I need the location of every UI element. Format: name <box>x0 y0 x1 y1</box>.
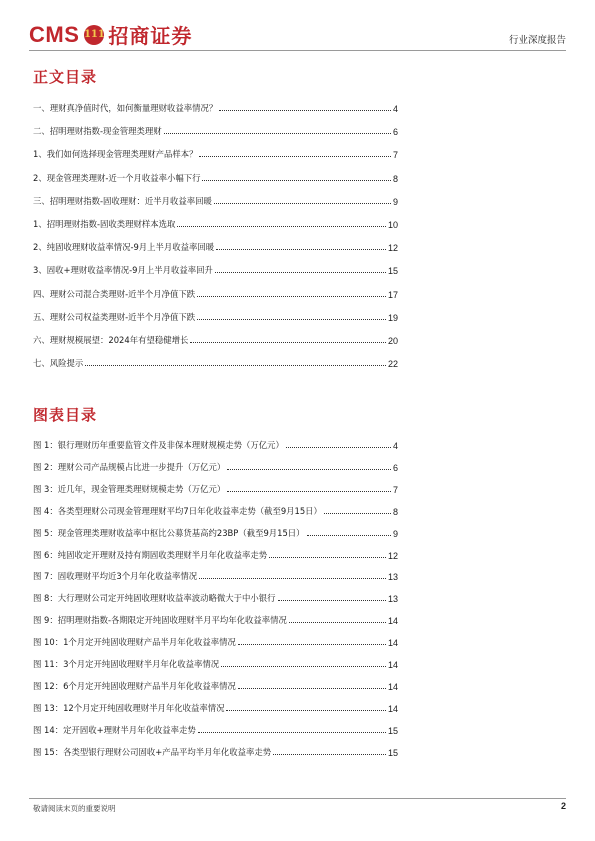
figure-entry-page: 6 <box>392 462 398 473</box>
toc-entry-text: 五、理财公司权益类理财-近半个月净值下跌 <box>33 311 196 322</box>
footer-disclaimer: 敬请阅读末页的重要说明 <box>33 804 116 813</box>
toc-entry-page: 9 <box>392 196 398 207</box>
header-divider <box>29 50 566 51</box>
toc-entry-page: 20 <box>387 336 398 346</box>
dot-leader <box>324 513 391 514</box>
toc-entry-page: 19 <box>387 312 398 323</box>
toc-entry-text: 六、理财规模展望：2024年有望稳健增长 <box>33 335 189 345</box>
report-type: 行业深度报告 <box>508 35 566 46</box>
toc-entry-text: 一、理财真净值时代，如何衡量理财收益率情况？ <box>33 103 218 113</box>
figure-entry-page: 15 <box>387 747 398 758</box>
dot-leader <box>177 226 386 227</box>
toc-entry[interactable] <box>33 170 398 184</box>
figure-entry-page: 15 <box>387 725 398 736</box>
figure-entry-text: 图 4：各类型理财公司现金管理理财平均7日年化收益率走势（截至9月15日） <box>33 505 322 516</box>
figure-entry-text: 图 8：大行理财公司定开纯固收理财收益率波动略微大于中小银行 <box>33 593 276 604</box>
toc-entry[interactable] <box>33 193 398 207</box>
figure-entry-text: 图 2：理财公司产品规模占比进一步提升（万亿元） <box>33 461 226 472</box>
figure-entry-page: 8 <box>392 506 398 517</box>
toc-entry[interactable] <box>33 216 398 230</box>
dot-leader <box>199 578 386 579</box>
figure-entry[interactable] <box>33 547 398 561</box>
dot-leader <box>164 133 391 134</box>
toc-entry[interactable] <box>33 355 398 369</box>
figure-entry[interactable] <box>33 612 398 626</box>
toc-entry-text: 三、招明理财指数-固收理财：近半月收益率回暖 <box>33 195 212 206</box>
toc-entry[interactable] <box>33 146 398 160</box>
dot-leader <box>215 272 386 273</box>
toc-entry[interactable] <box>33 100 398 114</box>
dot-leader <box>197 296 386 297</box>
dot-leader <box>214 203 391 204</box>
toc-entry-page: 8 <box>392 173 398 184</box>
dot-leader <box>227 491 391 492</box>
dot-leader <box>190 342 386 343</box>
figure-entry-page: 9 <box>392 528 398 539</box>
figure-entry-text: 图 5：现金管理类理财收益率中枢比公募货基高约23BP（截至9月15日） <box>33 527 305 538</box>
dot-leader <box>278 600 386 601</box>
toc-entry-page: 12 <box>387 243 398 254</box>
figure-entry[interactable] <box>33 744 398 758</box>
figure-entry[interactable] <box>33 722 398 736</box>
figure-entry-page: 14 <box>387 616 398 627</box>
figure-entry-page: 14 <box>387 660 398 670</box>
dot-leader <box>85 365 386 366</box>
figure-entry-text: 图 6：纯固收定开理财及持有期固收类理财半月年化收益率走势 <box>33 549 268 560</box>
toc-entry-text: 七、风险提示 <box>33 358 84 369</box>
toc-entry[interactable] <box>33 309 398 323</box>
dot-leader <box>198 732 386 733</box>
dot-leader <box>227 469 391 470</box>
dot-leader <box>221 666 386 667</box>
figure-entry-page: 4 <box>392 441 398 451</box>
toc-entry[interactable] <box>33 239 398 253</box>
figure-entry-text: 图 3：近几年，现金管理类理财规模走势（万亿元） <box>33 483 226 494</box>
toc-entry-page: 6 <box>392 127 398 138</box>
toc-entry-text: 2、现金管理类理财-近一个月收益率小幅下行 <box>33 172 201 183</box>
toc-entry-page: 22 <box>387 359 398 370</box>
dot-leader <box>273 754 386 755</box>
toc-entry-page: 7 <box>392 150 398 161</box>
dot-leader <box>219 110 391 111</box>
toc-entry-text: 1、招明理财指数-固收类理财样本选取 <box>33 219 176 229</box>
cms-logo <box>29 20 192 49</box>
figure-entry-text: 图 13：12个月定开纯固收理财半月年化收益率情况 <box>33 702 225 713</box>
toc-entry-page: 10 <box>387 220 398 230</box>
figure-entry[interactable] <box>33 634 398 648</box>
figure-entry[interactable] <box>33 459 398 473</box>
dot-leader <box>202 180 391 181</box>
dot-leader <box>286 447 391 448</box>
figure-entry-text: 图 9：招明理财指数-各期限定开纯固收理财半月平均年化收益率情况 <box>33 615 287 626</box>
dot-leader <box>226 710 386 711</box>
logo-chinese-text: 招商证券 <box>108 24 193 48</box>
page-header <box>29 18 566 48</box>
figure-entry-page: 14 <box>387 703 398 714</box>
toc-title: 正文目录 <box>33 68 98 86</box>
dot-leader <box>238 644 386 645</box>
dot-leader <box>289 622 386 623</box>
dot-leader <box>216 249 386 250</box>
figure-entry-text: 图 15：各类型银行理财公司固收+产品平均半月年化收益率走势 <box>33 746 272 757</box>
figure-entry-text: 图 10：1个月定开纯固收理财产品半月年化收益率情况 <box>33 637 236 648</box>
figure-entry-text: 图 7：固收理财平均近3个月年化收益率情况 <box>33 571 198 582</box>
toc-entry-text: 2、纯固收理财收益率情况-9月上半月收益率回暖 <box>33 242 215 253</box>
toc-entry[interactable] <box>33 332 398 346</box>
logo-seal-icon: 111 <box>84 25 104 45</box>
figure-entry[interactable] <box>33 568 398 582</box>
figure-entry-text: 图 12：6个月定开纯固收理财产品半月年化收益率情况 <box>33 680 236 691</box>
figure-entry-page: 13 <box>387 594 398 605</box>
toc-entry[interactable] <box>33 123 398 137</box>
dot-leader <box>197 319 386 320</box>
figure-entry-text: 图 11：3个月定开纯固收理财半月年化收益率情况 <box>33 659 220 669</box>
figure-entry-page: 7 <box>392 484 398 495</box>
figure-entry[interactable] <box>33 437 398 451</box>
toc-entry-page: 4 <box>392 104 398 114</box>
figure-entry[interactable] <box>33 481 398 495</box>
figure-entry-page: 13 <box>387 572 398 583</box>
toc-entry-page: 17 <box>387 289 398 300</box>
toc-entry-page: 15 <box>387 266 398 277</box>
figure-entry[interactable] <box>33 678 398 692</box>
toc-entry-text: 二、招明理财指数-现金管理类理财 <box>33 126 162 137</box>
figure-entry[interactable] <box>33 503 398 517</box>
dot-leader <box>238 688 386 689</box>
footer-divider <box>29 798 566 799</box>
dot-leader <box>269 557 386 558</box>
toc-entry[interactable] <box>33 262 398 276</box>
figures-title: 图表目录 <box>33 406 98 424</box>
toc-entry-text: 四、理财公司混合类理财-近半个月净值下跌 <box>33 288 196 299</box>
toc-entry-text: 3、固收+理财收益率情况-9月上半月收益率回升 <box>33 265 213 276</box>
figure-entry[interactable] <box>33 700 398 714</box>
figure-entry[interactable] <box>33 656 398 670</box>
figure-entry-page: 12 <box>387 550 398 561</box>
figure-entry[interactable] <box>33 525 398 539</box>
figure-entry-page: 14 <box>387 638 398 649</box>
figure-entry[interactable] <box>33 590 398 604</box>
dot-leader <box>199 156 391 157</box>
figure-entry-page: 14 <box>387 681 398 692</box>
figure-entry-text: 图 14：定开固收+理财半月年化收益率走势 <box>33 724 196 735</box>
page-number: 2 <box>560 801 566 811</box>
dot-leader <box>307 535 391 536</box>
toc-entry[interactable] <box>33 286 398 300</box>
logo-latin-text: CMS <box>29 21 80 47</box>
toc-entry-text: 1、我们如何选择现金管理类理财产品样本？ <box>33 149 198 160</box>
figure-entry-text: 图 1：银行理财历年重要监管文件及非保本理财规模走势（万亿元） <box>33 440 284 450</box>
